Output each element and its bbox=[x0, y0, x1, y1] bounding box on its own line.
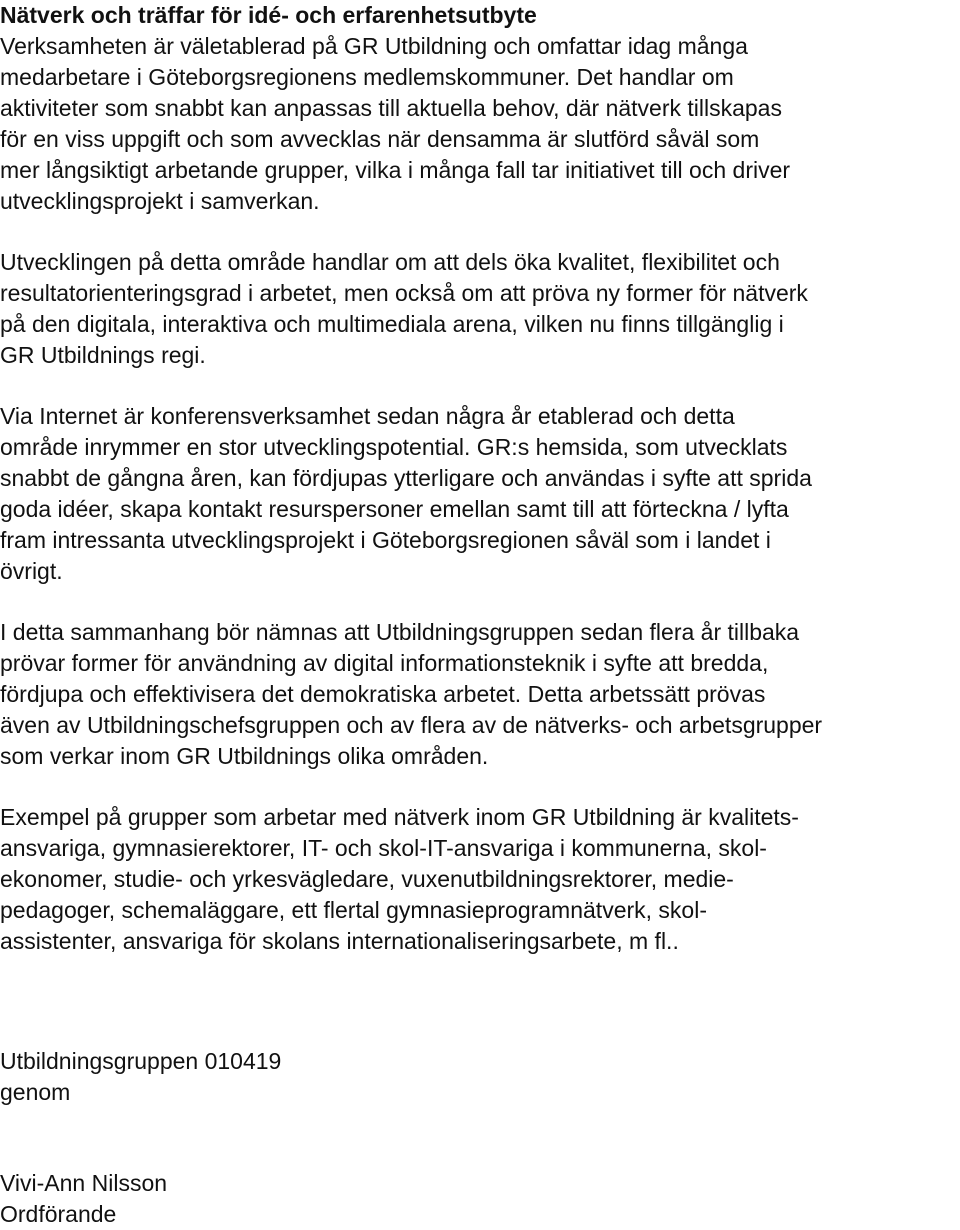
paragraph-line: assistenter, ansvariga för skolans internationaliseringsarbete, m fl.. bbox=[0, 928, 679, 954]
paragraph-line: GR Utbildnings regi. bbox=[0, 342, 206, 368]
paragraph-line: aktiviteter som snabbt kan anpassas till aktuella behov, där nätverk tillskapas bbox=[0, 95, 782, 121]
paragraph-line: även av Utbildningschefsgruppen och av flera av de nätverks- och arbetsgrupper bbox=[0, 712, 823, 738]
paragraph-2 bbox=[0, 247, 954, 371]
paragraph-line: på den digitala, interaktiva och multimediala arena, vilken nu finns tillgänglig i bbox=[0, 311, 784, 337]
paragraph-spacer bbox=[0, 587, 954, 617]
paragraph-1 bbox=[0, 31, 954, 217]
paragraph-line: område inrymmer en stor utvecklingspotential. GR:s hemsida, som utvecklats bbox=[0, 434, 788, 460]
paragraph-line: Via Internet är konferensverksamhet sedan några år etablerad och detta bbox=[0, 403, 735, 429]
paragraph-line: fram intressanta utvecklingsprojekt i Göteborgsregionen såväl som i landet i bbox=[0, 527, 771, 553]
paragraph-line: resultatorienteringsgrad i arbetet, men också om att pröva ny former för nätverk bbox=[0, 280, 808, 306]
paragraph-5 bbox=[0, 802, 954, 957]
signature-spacer bbox=[0, 1108, 954, 1168]
signature-block bbox=[0, 1046, 954, 1230]
paragraph-line: snabbt de gångna åren, kan fördjupas ytterligare och användas i syfte att sprida bbox=[0, 465, 812, 491]
paragraph-line: Verksamheten är väletablerad på GR Utbildning och omfattar idag många bbox=[0, 33, 748, 59]
paragraph-line: pedagoger, schemaläggare, ett flertal gymnasieprogramnätverk, skol- bbox=[0, 897, 707, 923]
paragraph-line: I detta sammanhang bör nämnas att Utbildningsgruppen sedan flera år tillbaka bbox=[0, 619, 800, 645]
paragraph-line: Utvecklingen på detta område handlar om att dels öka kvalitet, flexibilitet och bbox=[0, 249, 780, 275]
paragraph-line: fördjupa och effektivisera det demokratiska arbetet. Detta arbetssätt prövas bbox=[0, 681, 766, 707]
paragraph-line: som verkar inom GR Utbildnings olika områden. bbox=[0, 743, 489, 769]
paragraph-spacer bbox=[0, 217, 954, 247]
document-heading: Nätverk och träffar för idé- och erfarenhetsutbyte bbox=[0, 2, 537, 28]
signature-spacer bbox=[0, 957, 954, 1046]
paragraph-line: för en viss uppgift och som avvecklas när densamma är slutförd såväl som bbox=[0, 126, 760, 152]
paragraph-line: ekonomer, studie- och yrkesvägledare, vuxenutbildningsrektorer, medie- bbox=[0, 866, 734, 892]
paragraph-line: Exempel på grupper som arbetar med nätverk inom GR Utbildning är kvalitets- bbox=[0, 804, 799, 830]
paragraph-line: utvecklingsprojekt i samverkan. bbox=[0, 188, 320, 214]
signature-from: Utbildningsgruppen 010419 bbox=[0, 1048, 282, 1074]
paragraph-3 bbox=[0, 401, 954, 587]
signature-title: Ordförande bbox=[0, 1201, 117, 1227]
paragraph-line: ansvariga, gymnasierektorer, IT- och skol-IT-ansvariga i kommunerna, skol- bbox=[0, 835, 767, 861]
signature-name: Vivi-Ann Nilsson bbox=[0, 1170, 168, 1196]
signature-via: genom bbox=[0, 1079, 71, 1105]
paragraph-spacer bbox=[0, 371, 954, 401]
paragraph-line: övrigt. bbox=[0, 558, 63, 584]
paragraph-line: medarbetare i Göteborgsregionens medlemskommuner. Det handlar om bbox=[0, 64, 734, 90]
paragraph-spacer bbox=[0, 772, 954, 802]
paragraph-line: mer långsiktigt arbetande grupper, vilka i många fall tar initiativet till och driver bbox=[0, 157, 791, 183]
paragraph-line: prövar former för användning av digital informationsteknik i syfte att bredda, bbox=[0, 650, 769, 676]
paragraph-line: goda idéer, skapa kontakt resurspersoner emellan samt till att förteckna / lyfta bbox=[0, 496, 789, 522]
paragraph-4 bbox=[0, 617, 954, 772]
